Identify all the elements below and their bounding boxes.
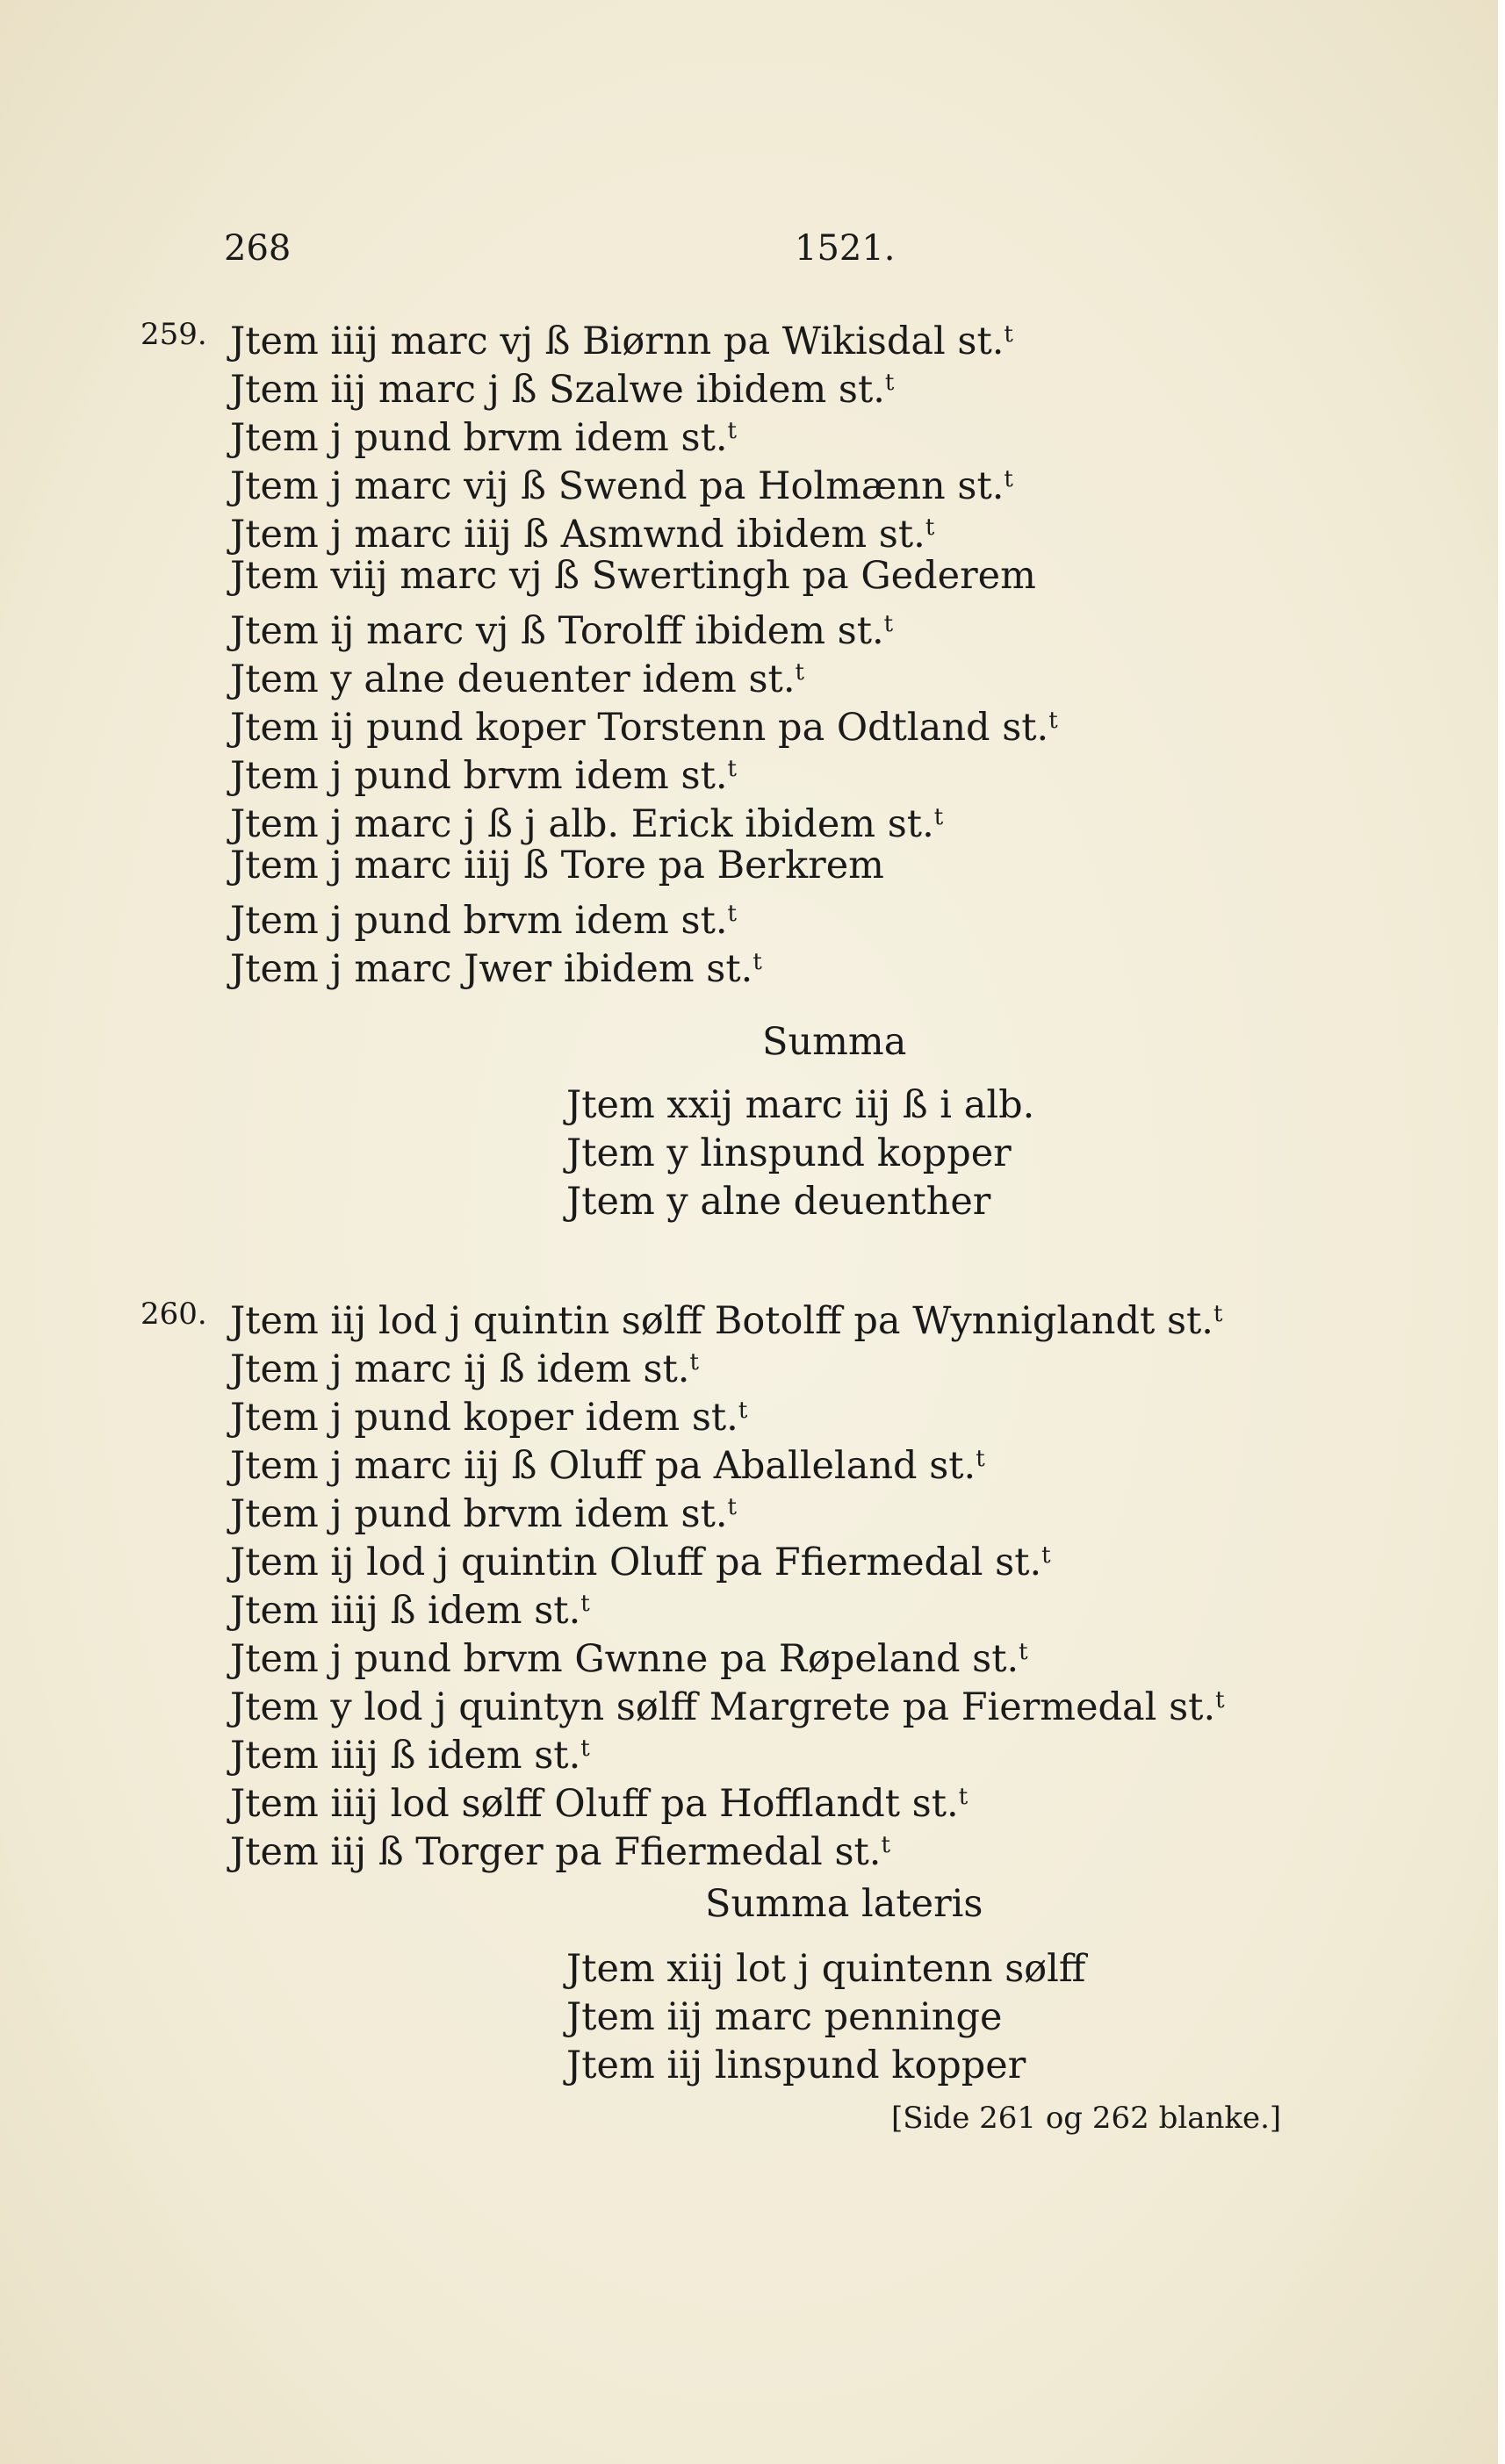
entry-line: Jtem iiij marc vj ß Biørnn pa Wikisdal st.$^t$ — [230, 320, 1013, 363]
entry-line: Jtem j pund brvm Gwnne pa Røpeland st.$^t$ — [230, 1637, 1028, 1681]
entry-line: Jtem iiij ß idem st.$^t$ — [230, 1589, 590, 1633]
entry-line: Jtem j marc ij ß idem st.$^t$ — [230, 1347, 699, 1391]
page-edge — [1498, 0, 1505, 2464]
page-number: 268 — [224, 228, 292, 269]
summa-line: Jtem xiij lot j quintenn sølff — [566, 1947, 1086, 1991]
entry-line: Jtem iij marc j ß Szalwe ibidem st.$^t$ — [230, 368, 895, 412]
entry-line: Jtem j pund brvm idem st.$^t$ — [230, 754, 737, 798]
summa-line: Jtem iij marc penninge — [566, 1995, 1003, 2039]
summa-line: Jtem y linspund kopper — [566, 1131, 1012, 1175]
entry-number-260: 260. — [140, 1297, 207, 1332]
entry-line: Jtem iiij lod sølff Oluff pa Hofflandt st.$^t$ — [230, 1782, 969, 1826]
entry-line: Jtem j marc Jwer ibidem st.$^t$ — [230, 947, 762, 991]
entry-260 — [230, 1290, 1372, 1874]
entry-line: Jtem ij pund koper Torstenn pa Odtland st.$^t$ — [230, 706, 1058, 750]
entry-line: Jtem viij marc vj ß Swertingh pa Gederem — [230, 554, 1036, 598]
entry-line: Jtem ij lod j quintin Oluff pa Ffiermedal st.$^t$ — [230, 1541, 1051, 1584]
entry-line: Jtem j marc j ß j alb. Erick ibidem st.$^t$ — [230, 802, 944, 846]
entry-line: Jtem j marc iiij ß Asmwnd ibidem st.$^t$ — [230, 513, 935, 557]
summa-block-259 — [566, 1081, 1034, 1226]
entry-line: Jtem j marc iiij ß Tore pa Berkrem — [230, 844, 884, 887]
entry-line: Jtem j pund koper idem st.$^t$ — [230, 1396, 748, 1440]
summa-line: Jtem y alne deuenther — [566, 1180, 991, 1224]
summa-line: Jtem iij linspund kopper — [566, 2044, 1026, 2087]
page-year: 1521. — [795, 228, 896, 269]
entry-line: Jtem iiij ß idem st.$^t$ — [230, 1734, 590, 1778]
summa-heading: Summa — [762, 1020, 907, 1064]
entry-259 — [230, 311, 1372, 991]
entry-line: Jtem j pund brvm idem st.$^t$ — [230, 899, 737, 943]
entry-line: Jtem iij ß Torger pa Ffiermedal st.$^t$ — [230, 1830, 890, 1874]
entry-number-259: 259. — [140, 317, 207, 352]
summa-line: Jtem xxij marc iij ß i alb. — [566, 1083, 1035, 1127]
entry-line: Jtem j marc iij ß Oluff pa Aballeland st.$^t$ — [230, 1444, 985, 1488]
entry-line: Jtem j pund brvm idem st.$^t$ — [230, 1492, 737, 1536]
summa-block-260 — [566, 1945, 1085, 2090]
summa-lateris-heading: Summa lateris — [705, 1882, 983, 1926]
entry-line: Jtem j marc vij ß Swend pa Holmænn st.$^t$ — [230, 464, 1013, 508]
entry-line: Jtem y alne deuenter idem st.$^t$ — [230, 657, 804, 701]
entry-line: Jtem j pund brvm idem st.$^t$ — [230, 416, 737, 460]
entry-line: Jtem y lod j quintyn sølff Margrete pa Fiermedal st.$^t$ — [230, 1685, 1225, 1729]
entry-line: Jtem ij marc vj ß Torolff ibidem st.$^t$ — [230, 609, 894, 653]
editorial-note: [Side 261 og 262 blanke.] — [891, 2101, 1282, 2136]
entry-line: Jtem iij lod j quintin sølff Botolff pa Wynniglandt st.$^t$ — [230, 1299, 1223, 1343]
